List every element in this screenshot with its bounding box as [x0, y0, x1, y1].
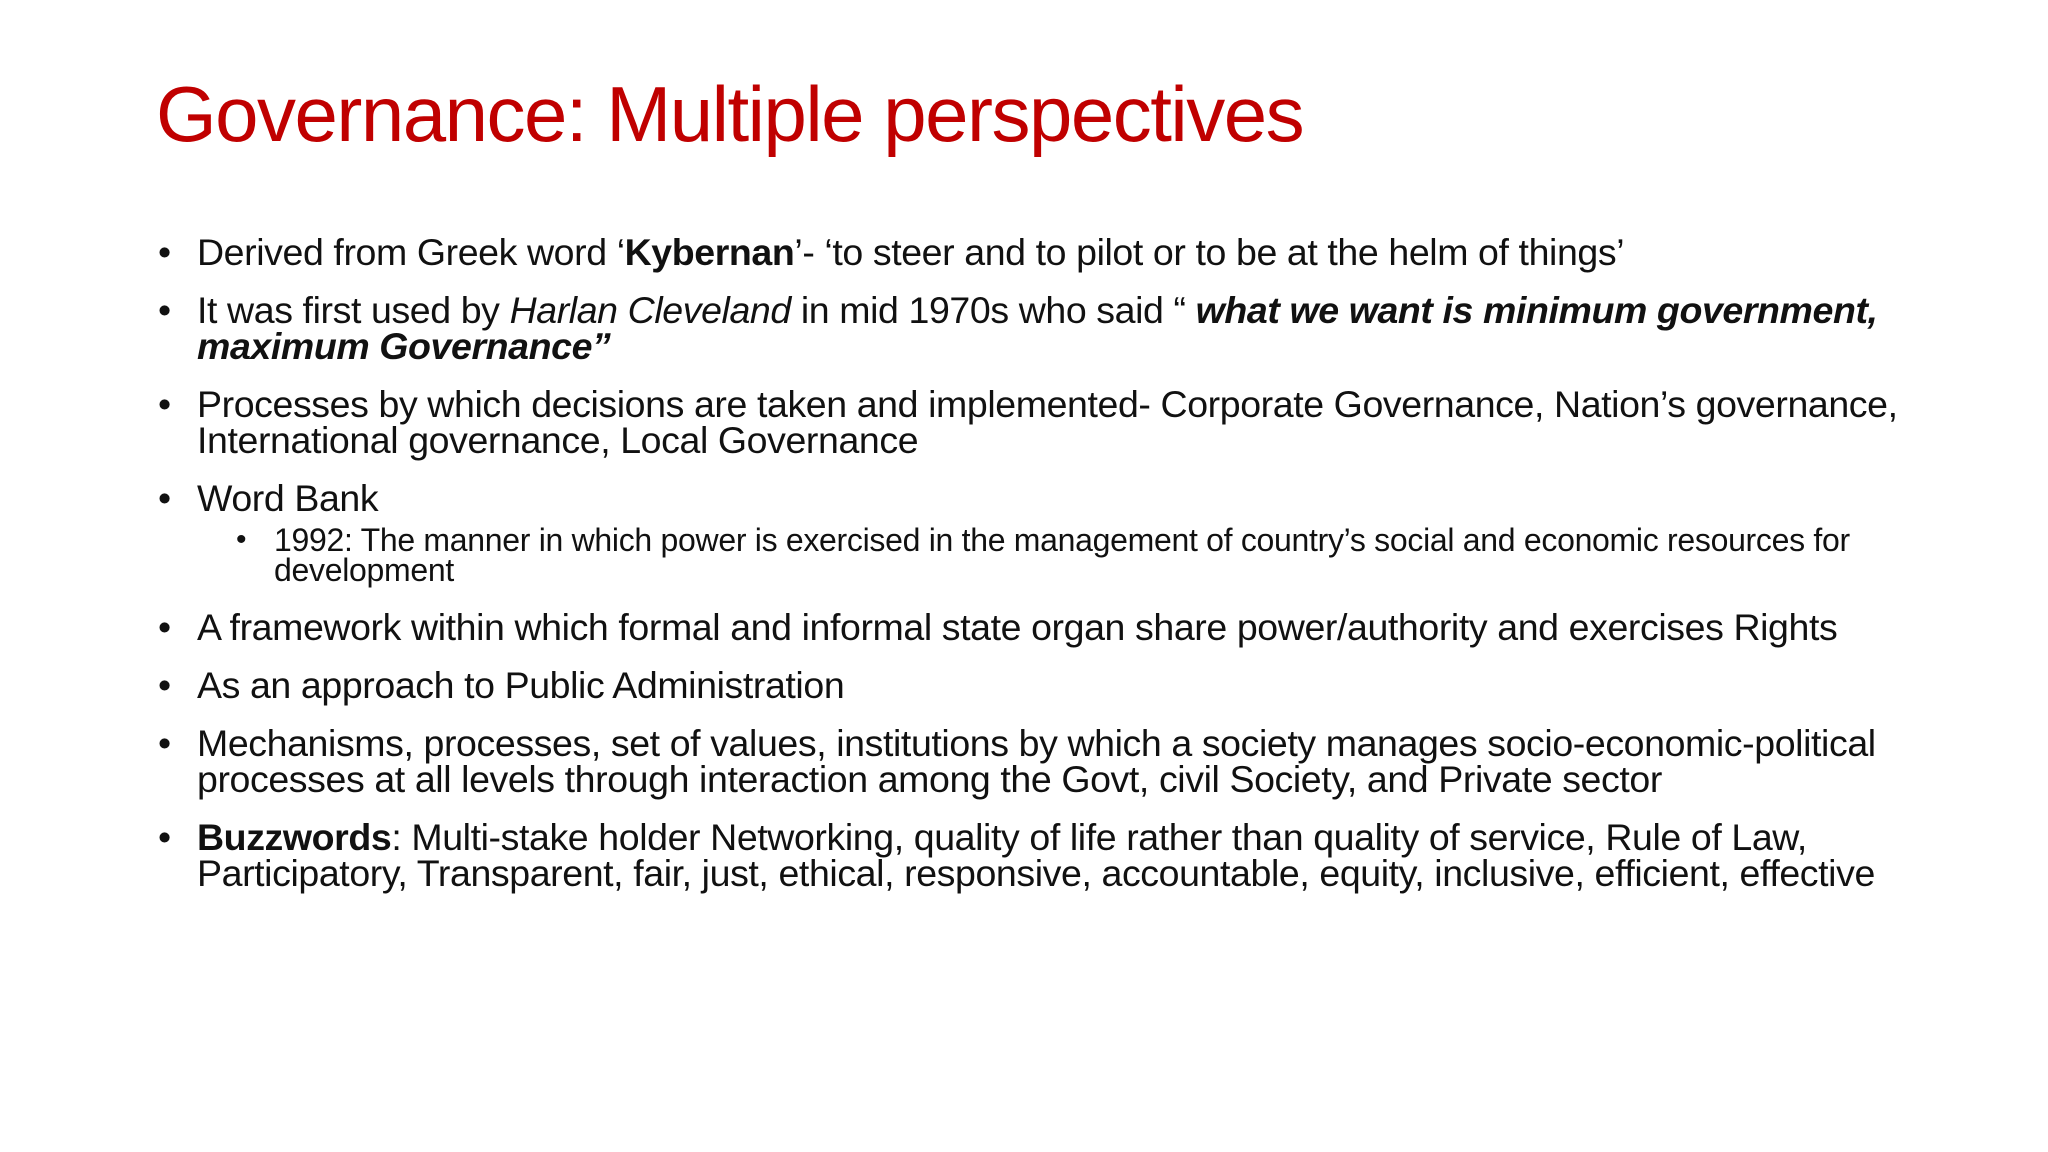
bullet-bold-term: Kybernan	[624, 231, 795, 273]
bullet-processes	[156, 383, 1916, 461]
slide-title: Governance: Multiple perspectives	[156, 70, 1304, 158]
bullet-dot: •	[158, 816, 171, 858]
bullet-buzzwords	[156, 816, 1916, 894]
bullet-text: As an approach to Public Administration	[197, 664, 845, 706]
bullet-dot: •	[158, 477, 171, 519]
bullet-text: Processes by which decisions are taken and implemented- Corporate Governance, Nation’s governance, International governance, Local Governance	[197, 383, 1898, 461]
bullet-italic-name: Harlan Cleveland	[509, 289, 791, 331]
bullet-cleveland	[156, 289, 1916, 367]
bullet-dot: •	[158, 383, 171, 425]
bullet-mechanisms	[156, 722, 1916, 800]
bullet-text: It was first used by	[197, 289, 510, 331]
bullet-text: Derived from Greek word ‘	[197, 231, 625, 273]
bullet-text: : Multi-stake holder Networking, quality of life rather than quality of service, Rule of Law, Participatory, Transparent, fair, just, ethical, responsive, accountable, equity, inclusive, efficient, effective	[197, 816, 1875, 894]
bullet-quote: what we want is minimum government, maximum Governance”	[197, 289, 1878, 367]
bullet-world-bank	[156, 477, 1916, 519]
bullet-text: Word Bank	[197, 477, 379, 519]
bullet-text: in mid 1970s who said “	[790, 289, 1196, 331]
bullet-dot: •	[158, 606, 171, 648]
bullet-list	[156, 231, 1916, 913]
bullet-text: A framework within which formal and informal state organ share power/authority and exercises Rights	[197, 606, 1838, 648]
bullet-etymology	[156, 231, 1916, 273]
sub-bullet-text: 1992: The manner in which power is exercised in the management of country’s social and economic resources for development	[274, 522, 1850, 588]
bullet-approach	[156, 664, 1916, 706]
bullet-dot: •	[158, 664, 171, 706]
bullet-bold-term: Buzzwords	[197, 816, 392, 858]
sub-bullet-1992	[156, 522, 1916, 588]
bullet-dot: •	[158, 289, 171, 331]
bullet-text: ’- ‘to steer and to pilot or to be at the helm of things’	[794, 231, 1625, 273]
bullet-dot: •	[158, 231, 171, 273]
bullet-framework	[156, 606, 1916, 648]
bullet-dot: •	[158, 722, 171, 764]
sub-bullet-dot: •	[236, 523, 247, 556]
bullet-text: Mechanisms, processes, set of values, institutions by which a society manages socio-economic-political processes at all levels through interaction among the Govt, civil Society, and Private sector	[197, 722, 1876, 800]
